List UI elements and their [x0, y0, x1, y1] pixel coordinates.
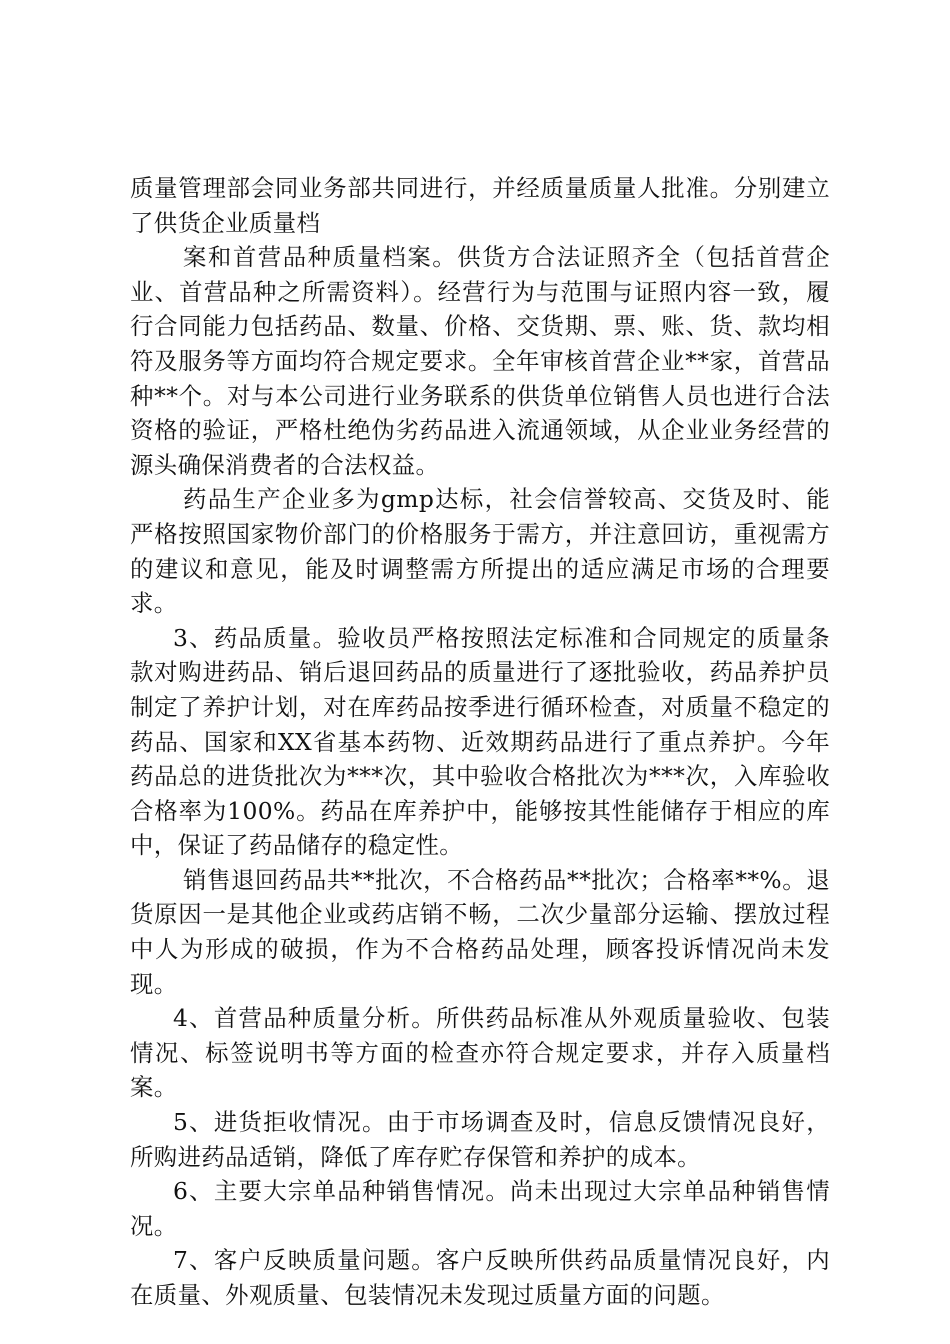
paragraph-quality-dept-approval: 质量管理部会同业务部共同进行，并经质量质量人批准。分别建立了供货企业质量档	[130, 174, 830, 237]
paragraph-customer-feedback: 7、客户反映质量问题。客户反映所供药品质量情况良好，内在质量、外观质量、包装情况未发现过质量方面的问题。	[130, 1246, 830, 1309]
paragraph-bulk-sales: 6、主要大宗单品种销售情况。尚未出现过大宗单品种销售情况。	[130, 1177, 830, 1240]
document-body	[130, 171, 830, 1313]
paragraph-purchase-rejection: 5、进货拒收情况。由于市场调查及时，信息反馈情况良好，所购进药品适销，降低了库存贮存保管和养护的成本。	[130, 1108, 830, 1171]
paragraph-first-variety-analysis: 4、首营品种质量分析。所供药品标准从外观质量验收、包装情况、标签说明书等方面的检查亦符合规定要求，并存入质量档案。	[130, 1004, 830, 1102]
paragraph-supplier-files: 案和首营品种质量档案。供货方合法证照齐全（包括首营企业、首营品种之所需资料）。经营行为与范围与证照内容一致，履行合同能力包括药品、数量、价格、交货期、票、账、货、款均相符及服务等方面均符合规定要求。全年审核首营企业**家，首营品种**个。对与本公司进行业务联系的供货单位销售人员也进行合法资格的验证，严格杜绝伪劣药品进入流通领域，从企业业务经营的源头确保消费者的合法权益。	[130, 243, 830, 479]
paragraph-manufacturer-gmp: 药品生产企业多为gmp达标，社会信誉较高、交货及时、能严格按照国家物价部门的价格服务于需方，并注意回访，重视需方的建议和意见，能及时调整需方所提出的适应满足市场的合理要求。	[130, 485, 830, 618]
paragraph-drug-quality: 3、药品质量。验收员严格按照法定标准和合同规定的质量条款对购进药品、销后退回药品的质量进行了逐批验收，药品养护员制定了养护计划，对在库药品按季进行循环检查，对质量不稳定的药品、国家和XX省基本药物、近效期药品进行了重点养护。今年药品总的进货批次为***次，其中验收合格批次为***次，入库验收合格率为100%。药品在库养护中，能够按其性能储存于相应的库中，保证了药品储存的稳定性。	[130, 623, 830, 860]
paragraph-sales-returns: 销售退回药品共**批次，不合格药品**批次；合格率**%。退货原因一是其他企业或药店销不畅，二次少量部分运输、摆放过程中人为形成的破损，作为不合格药品处理，顾客投诉情况尚未发现。	[130, 865, 830, 998]
